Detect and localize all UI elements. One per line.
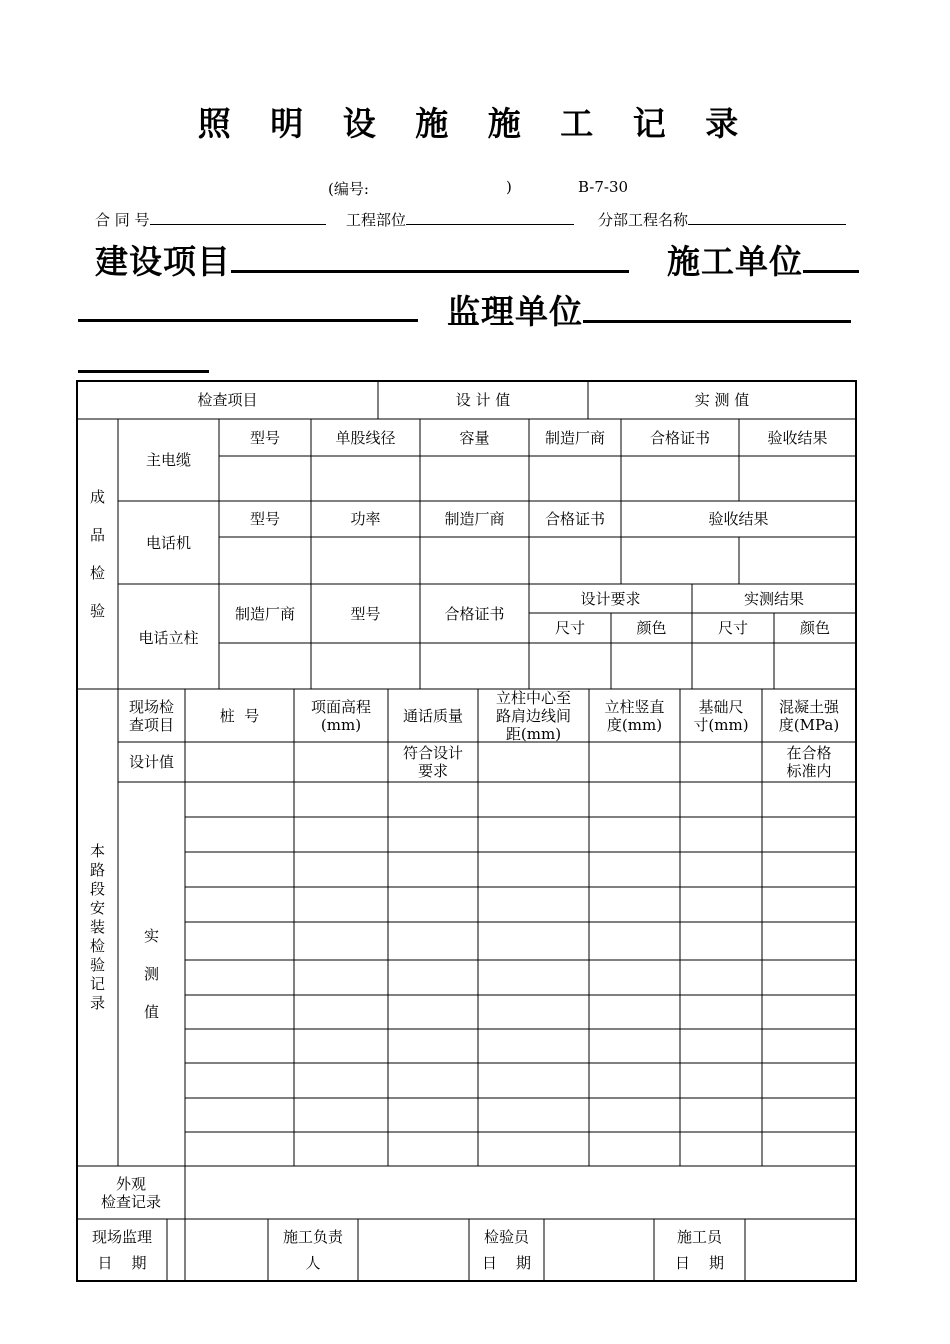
- design-concrete-value: 在合格 标准内: [786, 744, 832, 780]
- install-col-concrete: 混凝土强 度(MPa): [778, 697, 840, 734]
- pole-col-maker: 制造厂商: [234, 604, 295, 623]
- cable-col-maker: 制造厂商: [544, 428, 605, 447]
- cable-col-capacity: 容量: [459, 428, 490, 447]
- project-label: 建设项目: [95, 236, 629, 283]
- construction-unit-label: 施工单位: [667, 236, 859, 283]
- cable-col-result: 验收结果: [767, 428, 828, 447]
- header-design: 设 计 值: [455, 391, 511, 409]
- install-col-item: 现场检 查项目: [128, 697, 174, 734]
- pole-measured-color: 颜色: [799, 619, 830, 637]
- phone-label: 电话机: [145, 533, 191, 552]
- install-section-label: 本 路 段 安 装 检 验 记 录: [89, 842, 105, 1012]
- measured-value-label: 实 测 值: [143, 926, 159, 1021]
- phone-col-maker: 制造厂商: [444, 510, 505, 528]
- install-col-foundation: 基础尺 寸(mm): [693, 697, 749, 734]
- install-col-quality: 通话质量: [402, 706, 463, 725]
- subproject-label: 分部工程名称: [598, 209, 846, 230]
- cable-col-certificate: 合格证书: [649, 428, 710, 447]
- inspector-label: 检验员 日 期: [481, 1228, 532, 1272]
- design-quality-value: 符合设计 要求: [402, 744, 463, 780]
- pole-design-size: 尺寸: [554, 619, 585, 637]
- constructor-lead-label: 施工负责 人: [282, 1228, 343, 1272]
- pole-label: 电话立柱: [138, 628, 199, 647]
- install-col-elevation: 项面高程 (mm): [310, 697, 371, 734]
- phone-col-power: 功率: [350, 510, 381, 528]
- header-item: 检查项目: [197, 391, 258, 409]
- page-title: 照 明 设 施 施 工 记 录: [197, 104, 753, 143]
- header-measured: 实 测 值: [694, 391, 750, 409]
- worker-label: 施工员 日 期: [674, 1228, 725, 1272]
- code-label: (编号:: [328, 180, 369, 198]
- install-col-distance: 立柱中心至 路肩边线间 距(mm): [495, 688, 571, 743]
- part-label: 工程部位: [346, 209, 574, 230]
- appearance-label: 外观 检查记录: [100, 1174, 161, 1211]
- pole-measured-size: 尺寸: [717, 619, 748, 637]
- product-section-label: 成 品 检 验: [89, 487, 105, 620]
- cable-col-diameter: 单股线径: [335, 428, 396, 447]
- pole-design-color: 颜色: [636, 619, 667, 637]
- code-close: ): [506, 178, 512, 196]
- cable-label: 主电缆: [145, 451, 191, 469]
- form-code: B-7-30: [578, 178, 629, 196]
- pole-col-certificate: 合格证书: [444, 604, 505, 623]
- contract-label: 合 同 号: [95, 209, 326, 230]
- phone-col-certificate: 合格证书: [544, 510, 605, 528]
- pole-col-model: 型号: [350, 604, 381, 623]
- pole-design-req: 设计要求: [580, 589, 641, 608]
- supervisor-label: 现场监理 日 期: [91, 1228, 152, 1272]
- pole-measured-result: 实测结果: [743, 589, 804, 608]
- phone-col-model: 型号: [249, 510, 280, 528]
- design-value-label: 设计值: [128, 753, 174, 771]
- supervision-unit-label: 监理单位: [447, 286, 851, 333]
- install-col-vertical: 立柱竖直 度(mm): [604, 697, 665, 734]
- cable-col-model: 型号: [249, 428, 280, 447]
- phone-col-result: 验收结果: [708, 510, 769, 528]
- appearance-field[interactable]: [185, 1166, 856, 1219]
- install-col-stake: 桩 号: [219, 706, 260, 725]
